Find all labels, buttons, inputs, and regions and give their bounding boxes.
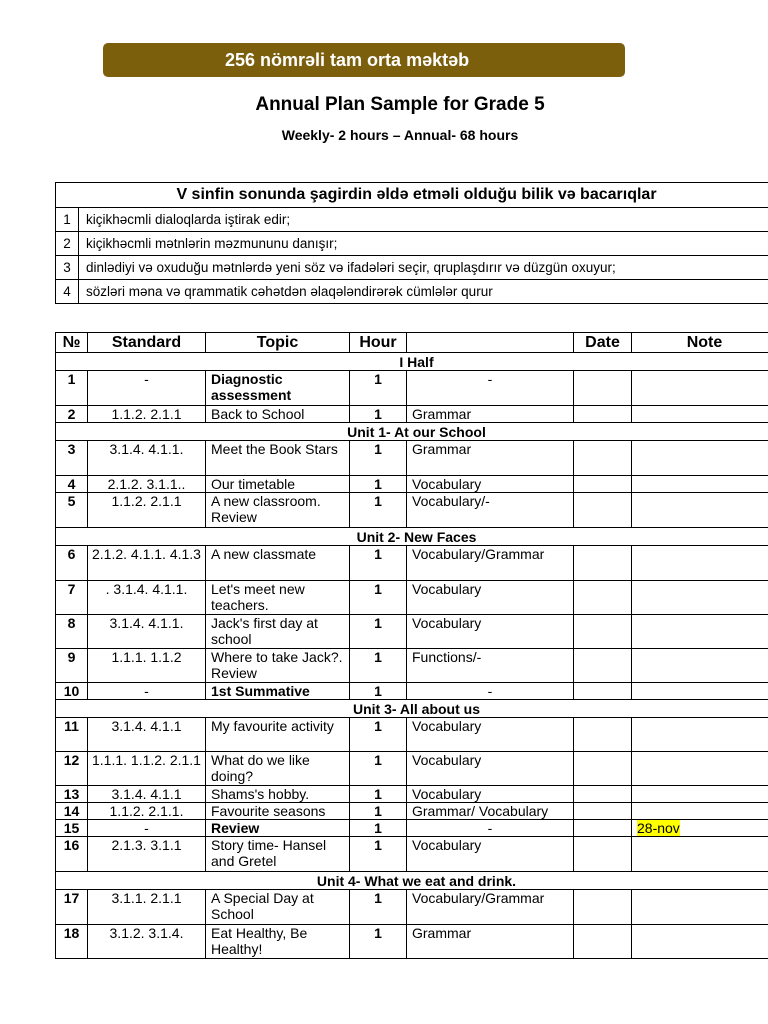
section-row [56, 423, 768, 441]
lesson-topic: Diagnostic assessment [206, 371, 350, 406]
section-title: I Half [56, 353, 768, 371]
lesson-note [632, 476, 768, 493]
lesson-number: 2 [56, 406, 88, 423]
school-name: 256 nömrəli tam orta məktəb [225, 49, 470, 70]
col-header-standard: Standard [88, 333, 206, 353]
lesson-note [632, 803, 768, 820]
lesson-note [632, 718, 768, 752]
lesson-number: 11 [56, 718, 88, 752]
lesson-standard: 2.1.2. 3.1.1.. [88, 476, 206, 493]
lesson-topic: A new classmate [206, 546, 350, 581]
lesson-topic: Story time- Hansel and Gretel [206, 837, 350, 872]
lesson-standard: 3.1.4. 4.1.1. [88, 441, 206, 476]
lesson-date [574, 476, 632, 493]
lesson-row [56, 649, 768, 683]
lesson-standard: 3.1.4. 4.1.1 [88, 718, 206, 752]
lesson-hour: 1 [350, 546, 407, 581]
lesson-date [574, 546, 632, 581]
lesson-standard: - [88, 683, 206, 700]
page-title: Annual Plan Sample for Grade 5 [255, 94, 545, 115]
lesson-standard: 1.1.1. 1.1.2 [88, 649, 206, 683]
lesson-row [56, 820, 768, 837]
lesson-hour: 1 [350, 925, 407, 959]
lesson-row [56, 371, 768, 406]
lesson-hour: 1 [350, 476, 407, 493]
lesson-number: 7 [56, 581, 88, 615]
lesson-hour: 1 [350, 581, 407, 615]
lesson-note [632, 581, 768, 615]
lesson-standard: 1.1.1. 1.1.2. 2.1.1 [88, 752, 206, 786]
lesson-topic: Review [206, 820, 350, 837]
lesson-hour: 1 [350, 837, 407, 872]
lesson-number: 13 [56, 786, 88, 803]
lesson-hour: 1 [350, 406, 407, 423]
lesson-number: 5 [56, 493, 88, 528]
lesson-hour: 1 [350, 786, 407, 803]
lesson-hour: 1 [350, 718, 407, 752]
lesson-row [56, 581, 768, 615]
lesson-type: Vocabulary [407, 837, 574, 872]
lesson-topic: Let's meet new teachers. [206, 581, 350, 615]
lesson-note [632, 890, 768, 925]
lesson-row [56, 803, 768, 820]
lesson-number: 18 [56, 925, 88, 959]
col-header-hour: Hour [350, 333, 407, 353]
objective-text: kiçikhəcmli mətnlərin məzmununu danışır; [79, 232, 768, 256]
objective-row [56, 208, 768, 232]
lesson-number: 12 [56, 752, 88, 786]
lesson-topic: What do we like doing? [206, 752, 350, 786]
section-row [56, 700, 768, 718]
objective-text: dinlədiyi və oxuduğu mətnlərdə yeni söz və ifadələri seçir, qruplaşdırır və düzgün oxuyur; [79, 256, 768, 280]
lesson-row [56, 476, 768, 493]
lesson-number: 9 [56, 649, 88, 683]
lesson-type: Vocabulary [407, 476, 574, 493]
lesson-standard: 3.1.1. 2.1.1 [88, 890, 206, 925]
lesson-date [574, 837, 632, 872]
lesson-hour: 1 [350, 649, 407, 683]
lesson-row [56, 546, 768, 581]
annual-plan-table [55, 332, 768, 959]
objective-number: 3 [56, 256, 79, 280]
objective-number: 1 [56, 208, 79, 232]
page-subtitle: Weekly- 2 hours – Annual- 68 hours [281, 127, 519, 143]
section-row [56, 872, 768, 890]
lesson-row [56, 441, 768, 476]
lesson-number: 4 [56, 476, 88, 493]
objective-text: sözləri məna və qrammatik cəhətdən əlaqələndirərək cümlələr qurur [79, 280, 768, 304]
lesson-date [574, 406, 632, 423]
lesson-topic: Favourite seasons [206, 803, 350, 820]
lesson-note [632, 820, 768, 837]
objective-number: 2 [56, 232, 79, 256]
lesson-topic: My favourite activity [206, 718, 350, 752]
lesson-date [574, 441, 632, 476]
lesson-standard: 3.1.2. 3.1.4. [88, 925, 206, 959]
lesson-hour: 1 [350, 683, 407, 700]
lesson-row [56, 615, 768, 649]
lesson-date [574, 890, 632, 925]
lesson-type: Vocabulary [407, 752, 574, 786]
lesson-row [56, 837, 768, 872]
lesson-topic: Jack's first day at school [206, 615, 350, 649]
lesson-number: 8 [56, 615, 88, 649]
lesson-row [56, 786, 768, 803]
lesson-row [56, 493, 768, 528]
lesson-date [574, 820, 632, 837]
plan-header-row [56, 333, 768, 353]
col-header-no: № [56, 333, 88, 353]
lesson-number: 10 [56, 683, 88, 700]
lesson-number: 3 [56, 441, 88, 476]
lesson-date [574, 649, 632, 683]
lesson-type: Functions/- [407, 649, 574, 683]
lesson-hour: 1 [350, 890, 407, 925]
lesson-note [632, 649, 768, 683]
lesson-topic: Eat Healthy, Be Healthy! [206, 925, 350, 959]
objectives-heading: V sinfin sonunda şagirdin əldə etməli olduğu bilik və bacarıqlar [56, 183, 768, 208]
section-row [56, 528, 768, 546]
note-highlight: 28-nov [637, 820, 680, 836]
objective-row [56, 232, 768, 256]
col-header-note: Note [632, 333, 768, 353]
lesson-note [632, 683, 768, 700]
lesson-standard: - [88, 371, 206, 406]
lesson-note [632, 615, 768, 649]
objectives-header-row [56, 183, 768, 208]
lesson-number: 14 [56, 803, 88, 820]
lesson-row [56, 718, 768, 752]
lesson-standard: 1.1.2. 2.1.1 [88, 493, 206, 528]
objectives-table [55, 182, 768, 304]
col-header-date: Date [574, 333, 632, 353]
lesson-standard: 2.1.3. 3.1.1 [88, 837, 206, 872]
lesson-date [574, 615, 632, 649]
lesson-hour: 1 [350, 803, 407, 820]
lesson-hour: 1 [350, 441, 407, 476]
lesson-topic: Our timetable [206, 476, 350, 493]
objective-text: kiçikhəcmli dialoqlarda iştirak edir; [79, 208, 768, 232]
lesson-date [574, 493, 632, 528]
lesson-row [56, 925, 768, 959]
school-banner [103, 43, 625, 77]
lesson-date [574, 718, 632, 752]
lesson-hour: 1 [350, 615, 407, 649]
lesson-type: Grammar [407, 925, 574, 959]
lesson-note [632, 406, 768, 423]
lesson-date [574, 752, 632, 786]
lesson-topic: 1st Summative [206, 683, 350, 700]
lesson-standard: . 3.1.4. 4.1.1. [88, 581, 206, 615]
lesson-note [632, 441, 768, 476]
lesson-type: Grammar [407, 441, 574, 476]
lesson-type: Vocabulary [407, 581, 574, 615]
lesson-standard: 3.1.4. 4.1.1 [88, 786, 206, 803]
lesson-type: - [407, 683, 574, 700]
lesson-date [574, 786, 632, 803]
lesson-standard: 2.1.2. 4.1.1. 4.1.3 [88, 546, 206, 581]
lesson-row [56, 752, 768, 786]
lesson-standard: - [88, 820, 206, 837]
lesson-type: Grammar/ Vocabulary [407, 803, 574, 820]
plan-body [56, 353, 768, 959]
lesson-date [574, 581, 632, 615]
col-header-type [407, 333, 574, 353]
section-title: Unit 4- What we eat and drink. [56, 872, 768, 890]
lesson-standard: 1.1.2. 2.1.1. [88, 803, 206, 820]
lesson-note [632, 371, 768, 406]
lesson-hour: 1 [350, 752, 407, 786]
lesson-standard: 1.1.2. 2.1.1 [88, 406, 206, 423]
lesson-date [574, 925, 632, 959]
lesson-type: - [407, 820, 574, 837]
lesson-type: Vocabulary [407, 615, 574, 649]
lesson-topic: A new classroom. Review [206, 493, 350, 528]
section-title: Unit 3- All about us [56, 700, 768, 718]
objective-row [56, 280, 768, 304]
lesson-topic: Shams's hobby. [206, 786, 350, 803]
lesson-note [632, 752, 768, 786]
section-row [56, 353, 768, 371]
lesson-type: Vocabulary [407, 718, 574, 752]
lesson-hour: 1 [350, 820, 407, 837]
lesson-type: Vocabulary [407, 786, 574, 803]
lesson-topic: Meet the Book Stars [206, 441, 350, 476]
lesson-topic: Where to take Jack?. Review [206, 649, 350, 683]
lesson-row [56, 890, 768, 925]
objective-number: 4 [56, 280, 79, 304]
section-title: Unit 1- At our School [56, 423, 768, 441]
lesson-standard: 3.1.4. 4.1.1. [88, 615, 206, 649]
lesson-number: 1 [56, 371, 88, 406]
lesson-note [632, 837, 768, 872]
lesson-type: - [407, 371, 574, 406]
lesson-type: Vocabulary/Grammar [407, 546, 574, 581]
section-title: Unit 2- New Faces [56, 528, 768, 546]
lesson-number: 6 [56, 546, 88, 581]
lesson-row [56, 683, 768, 700]
lesson-note [632, 493, 768, 528]
col-header-topic: Topic [206, 333, 350, 353]
lesson-hour: 1 [350, 371, 407, 406]
lesson-number: 15 [56, 820, 88, 837]
lesson-type: Vocabulary/Grammar [407, 890, 574, 925]
lesson-note [632, 925, 768, 959]
lesson-number: 17 [56, 890, 88, 925]
lesson-date [574, 683, 632, 700]
lesson-topic: Back to School [206, 406, 350, 423]
lesson-note [632, 786, 768, 803]
lesson-number: 16 [56, 837, 88, 872]
lesson-date [574, 371, 632, 406]
lesson-type: Grammar [407, 406, 574, 423]
lesson-date [574, 803, 632, 820]
lesson-note [632, 546, 768, 581]
lesson-hour: 1 [350, 493, 407, 528]
lesson-topic: A Special Day at School [206, 890, 350, 925]
objective-row [56, 256, 768, 280]
lesson-type: Vocabulary/- [407, 493, 574, 528]
lesson-row [56, 406, 768, 423]
